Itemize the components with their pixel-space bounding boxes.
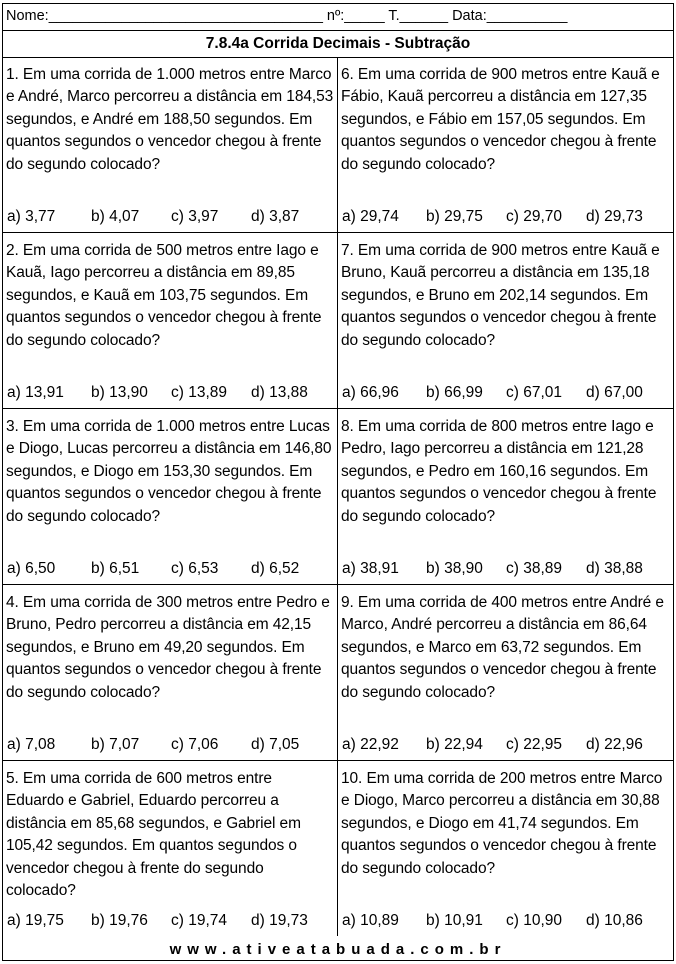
option-d: d) 6,52 <box>251 560 300 577</box>
option-d: d) 3,87 <box>251 208 300 225</box>
question-row <box>3 409 673 585</box>
question-3 <box>3 409 338 584</box>
option-a: a) 29,74 <box>342 208 399 225</box>
option-c: c) 19,74 <box>171 912 228 929</box>
question-6 <box>338 57 673 232</box>
question-2 <box>3 233 338 408</box>
question-text: 4. Em uma corrida de 300 metros entre Pedro e Bruno, Pedro percorreu a distância em 42,15 segundos, e Bruno em 49,20 segundos. Em quantos segundos o vencedor chegou à frente do segundo colocado? <box>6 594 330 701</box>
option-a: a) 19,75 <box>7 912 64 929</box>
option-a: a) 10,89 <box>342 912 399 929</box>
question-text: 7. Em uma corrida de 900 metros entre Kauã e Bruno, Kauã percorreu a distância em 135,18 segundos, e Bruno em 202,14 segundos. Em quantos segundos o vencedor chegou à frente do segundo colocado? <box>341 242 660 349</box>
option-d: d) 29,73 <box>586 208 643 225</box>
question-row <box>3 585 673 761</box>
option-a: a) 7,08 <box>7 736 56 753</box>
option-d: d) 22,96 <box>586 736 643 753</box>
option-b: b) 6,51 <box>91 560 140 577</box>
option-a: a) 3,77 <box>7 208 56 225</box>
question-10 <box>338 761 673 936</box>
option-c: c) 13,89 <box>171 384 228 401</box>
question-text: 8. Em uma corrida de 800 metros entre Iago e Pedro, Iago percorreu a distância em 121,28 segundos, e Pedro em 160,16 segundos. Em quantos segundos o vencedor chegou à frente do segundo colocado? <box>341 418 657 525</box>
option-a: a) 13,91 <box>7 384 64 401</box>
question-1 <box>3 57 338 232</box>
option-c: c) 10,90 <box>506 912 563 929</box>
answer-options <box>342 736 673 754</box>
answer-options <box>7 208 337 226</box>
option-b: b) 7,07 <box>91 736 140 753</box>
website-footer: www.ativeatabuada.com.br <box>169 941 507 958</box>
option-c: c) 22,95 <box>506 736 563 753</box>
option-a: a) 66,96 <box>342 384 399 401</box>
question-row <box>3 57 673 233</box>
question-8 <box>338 409 673 584</box>
option-c: c) 7,06 <box>171 736 219 753</box>
option-c: c) 67,01 <box>506 384 563 401</box>
option-c: c) 29,70 <box>506 208 563 225</box>
question-text: 3. Em uma corrida de 1.000 metros entre Lucas e Diogo, Lucas percorreu a distância em 146,80 segundos, e Diogo em 153,30 segundos. Em quantos segundos o vencedor chegou à frente do segundo colocado? <box>6 418 332 525</box>
option-b: b) 22,94 <box>426 736 483 753</box>
questions-grid <box>3 57 673 936</box>
question-text: 2. Em uma corrida de 500 metros entre Iago e Kauã, Iago percorreu a distância em 89,85 segundos, e Kauã em 103,75 segundos. Em quantos segundos o vencedor chegou à frente do segundo colocado? <box>6 242 322 349</box>
question-row <box>3 233 673 409</box>
option-b: b) 66,99 <box>426 384 483 401</box>
option-d: d) 13,88 <box>251 384 308 401</box>
question-text: 5. Em uma corrida de 600 metros entre Eduardo e Gabriel, Eduardo percorreu a distância em 85,68 segundos, e Gabriel em 105,42 segundos. Em quantos segundos o vencedor chegou à frente do segundo colocado? <box>6 770 301 900</box>
question-text: 1. Em uma corrida de 1.000 metros entre Marco e André, Marco percorreu a distância em 184,53 segundos, e André em 188,50 segundos. Em quantos segundos o vencedor chegou à frente do segundo colocado? <box>6 66 334 173</box>
option-d: d) 38,88 <box>586 560 643 577</box>
option-a: a) 6,50 <box>7 560 56 577</box>
question-9 <box>338 585 673 760</box>
option-d: d) 19,73 <box>251 912 308 929</box>
option-d: d) 67,00 <box>586 384 643 401</box>
answer-options <box>342 912 673 930</box>
option-b: b) 19,76 <box>91 912 148 929</box>
option-c: c) 6,53 <box>171 560 219 577</box>
student-info-line: Nome:__________________________________ nº:_____ T.______ Data:__________ <box>3 4 673 31</box>
option-b: b) 10,91 <box>426 912 483 929</box>
option-b: b) 38,90 <box>426 560 483 577</box>
option-b: b) 29,75 <box>426 208 483 225</box>
question-text: 10. Em uma corrida de 200 metros entre Marco e Diogo, Marco percorreu a distância em 30,88 segundos, e Diogo em 41,74 segundos. Em quantos segundos o vencedor chegou à frente do segundo colocado? <box>341 770 663 877</box>
answer-options <box>7 384 337 402</box>
worksheet-title: 7.8.4a Corrida Decimais - Subtração <box>3 31 673 58</box>
option-d: d) 7,05 <box>251 736 300 753</box>
answer-options <box>342 560 673 578</box>
option-b: b) 4,07 <box>91 208 140 225</box>
option-c: c) 38,89 <box>506 560 563 577</box>
option-b: b) 13,90 <box>91 384 148 401</box>
option-a: a) 22,92 <box>342 736 399 753</box>
question-row <box>3 761 673 936</box>
question-5 <box>3 761 338 936</box>
question-text: 9. Em uma corrida de 400 metros entre André e Marco, André percorreu a distância em 86,64 segundos, e Marco em 63,72 segundos. Em quantos segundos o vencedor chegou à frente do segundo colocado? <box>341 594 664 701</box>
answer-options <box>342 384 673 402</box>
question-7 <box>338 233 673 408</box>
question-text: 6. Em uma corrida de 900 metros entre Kauã e Fábio, Kauã percorreu a distância em 127,35 segundos, e Fábio em 157,05 segundos. Em quantos segundos o vencedor chegou à frente do segundo colocado? <box>341 66 660 173</box>
option-d: d) 10,86 <box>586 912 643 929</box>
answer-options <box>342 208 673 226</box>
worksheet <box>2 3 674 961</box>
answer-options <box>7 912 337 930</box>
question-4 <box>3 585 338 760</box>
option-a: a) 38,91 <box>342 560 399 577</box>
answer-options <box>7 560 337 578</box>
answer-options <box>7 736 337 754</box>
option-c: c) 3,97 <box>171 208 219 225</box>
